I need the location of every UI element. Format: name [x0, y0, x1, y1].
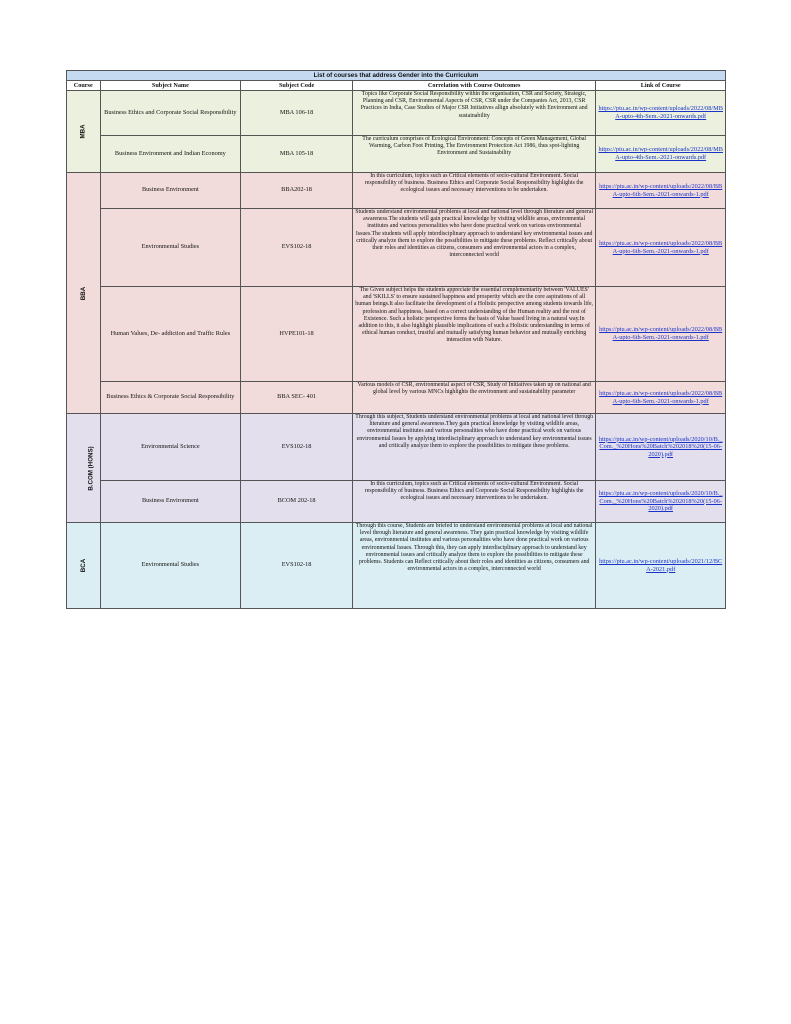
- subject-name-cell: Human Values, De- addiction and Traffic Rules: [100, 287, 241, 382]
- table-title: List of courses that address Gender into the Curriculum: [67, 71, 726, 81]
- table-row: [67, 523, 726, 609]
- correlation-cell: [352, 414, 595, 481]
- correlation-text: Through this course, Students are briefed to understand environmental problems at local and national level through literature and general awareness. They gain practical knowledge by visiting wildlife areas, environmental institutes and various personalities who have done practical work on various environmental Issues. Through this, they can apply interdisciplinary approach to understand key environmental issues and critically analyze them to explore the possibilities to mitigate these problems. Students can Reflect critically about their roles and identities as citizens, consumers and environmental actors in a complex, interconnected world: [355, 523, 593, 573]
- subject-code-cell: HVPE101-18: [241, 287, 353, 382]
- course-link[interactable]: https://ptu.ac.in/wp-content/uploads/2022/08/MBA-upto-4th-Sem.-2021-onwards.pdf: [598, 146, 723, 161]
- courses-table: [66, 70, 726, 609]
- course-link-cell: [596, 382, 726, 414]
- course-link[interactable]: https://ptu.ac.in/wp-content/uploads/2022/08/BBA-upto-6th-Sem.-2021-onwards-1.pdf: [599, 389, 723, 405]
- course-label: BCA: [79, 558, 87, 573]
- subject-name-cell: Environmental Studies: [100, 209, 241, 287]
- course-link[interactable]: https://ptu.ac.in/wp-content/uploads/2022/08/BBA-upto-6th-Sem.-2021-onwards-1.pdf: [599, 239, 723, 255]
- subject-code-cell: BBA202-18: [241, 173, 353, 209]
- course-link-cell: [596, 209, 726, 287]
- subject-name-cell: Business Environment: [100, 481, 241, 523]
- course-link-cell: [596, 91, 726, 136]
- table-row: [67, 481, 726, 523]
- subject-code-cell: MBA 105-18: [241, 136, 353, 173]
- table-row: [67, 136, 726, 173]
- correlation-cell: [352, 136, 595, 173]
- course-link[interactable]: https://ptu.ac.in/wp-content/uploads/2022/08/MBA-upto-4th-Sem.-2021-onwards.pdf: [598, 105, 723, 120]
- table-row: [67, 209, 726, 287]
- table-row: [67, 287, 726, 382]
- subject-name-cell: Business Environment: [100, 173, 241, 209]
- course-label: BBA: [79, 286, 87, 300]
- course-link-cell: [596, 173, 726, 209]
- subject-code-cell: BBA SEC- 401: [241, 382, 353, 414]
- header-row: [67, 81, 726, 91]
- subject-code-cell: EVS102-18: [241, 523, 353, 609]
- subject-code-cell: EVS102-18: [241, 209, 353, 287]
- correlation-text: The Given subject helps the students appreciate the essential complementarity between 'VALUES' and 'SKILLS' to ensure sustained happiness and prosperity which are the core aspirations of all human beings.It also facilitate the development of a Holistic perspective among students towards life, profession and happiness, based on a correct understanding of the Human reality and the rest of Existence. Such a holistic perspective forms the basis of Value based living in a natural way.In addition to this, it also highlight plausible implications of such a Holistic understanding in terms of ethical human conduct, trustful and mutually satisfying human behavior and mutually enriching interaction with Nature.: [355, 287, 594, 344]
- course-link[interactable]: https://ptu.ac.in/wp-content/uploads/2022/08/BBA-upto-6th-Sem.-2021-onwards-1.pdf: [599, 326, 723, 341]
- course-link-cell: [596, 414, 726, 481]
- correlation-cell: [352, 382, 595, 414]
- course-link-cell: [596, 287, 726, 382]
- header-link: Link of Course: [596, 81, 726, 91]
- subject-name-cell: Business Ethics and Corporate Social Responsibility: [100, 91, 241, 136]
- course-label: B.COM (HONS): [87, 445, 95, 491]
- subject-code-cell: MBA 106-18: [241, 91, 353, 136]
- header-subject-name: Subject Name: [100, 81, 241, 91]
- course-group-label: [67, 91, 101, 173]
- course-link[interactable]: https://ptu.ac.in/wp-content/uploads/2020/10/B._Com._%20Hons%20Batch%202018%20(15-06-2020).pdf: [598, 490, 723, 513]
- course-link-cell: [596, 523, 726, 609]
- course-group-label: [67, 173, 101, 414]
- subject-code-cell: BCOM 202-18: [241, 481, 353, 523]
- correlation-text: In this curriculum, topics such as Critical elements of socio-cultural Environment. Social responsibility of business. Business Ethics and Corporate Social Responsibility highlights the ecological issues and necessary interventions to be undertaken.: [364, 173, 584, 194]
- correlation-text: Students understand environmental problems at local and national level through literature and general awareness.The students will gain practical knowledge by visiting wildlife areas, environmental institutes and various personalities who have done practical work on various environmental Issues.The students will apply interdisciplinary approach to understand key environmental issues and critically analyze them to explore the possibilities to mitigate these problems. Reflect critically about their roles and identities as citizens, consumers and environmental actors in a complex, interconnected world: [355, 209, 594, 259]
- table-row: [67, 414, 726, 481]
- subject-name-cell: Environmental Studies: [100, 523, 241, 609]
- correlation-cell: [352, 173, 595, 209]
- correlation-cell: [352, 481, 595, 523]
- correlation-text: In this curriculum, topics such as Critical elements of socio-cultural Environment. Social responsibility of business. Business Ethics and Corporate Social Responsibility highlights the ecological issues and necessary interventions to be undertaken.: [364, 481, 584, 502]
- course-group-label: [67, 523, 101, 609]
- course-link[interactable]: https://ptu.ac.in/wp-content/uploads/2022/08/BBA-upto-6th-Sem.-2021-onwards-1.pdf: [599, 182, 723, 198]
- table-row: [67, 382, 726, 414]
- correlation-text: Through this subject, Students understand environmental problems at local and national level through literature and general awareness.They gain practical knowledge by visiting wildlife areas, environmental institutes and various personalities who have done practical work on various environmental Issues by applying interdisciplinary approach to understand key environmental issues and critically analyze them to explore the possibilities to mitigate these problems.: [355, 414, 594, 449]
- correlation-cell: [352, 523, 595, 609]
- correlation-cell: [352, 287, 595, 382]
- header-correlation: Correlation with Course Outcomes: [352, 81, 595, 91]
- course-link-cell: [596, 136, 726, 173]
- table-row: [67, 173, 726, 209]
- correlation-text: The curriculum comprises of Ecological Environment: Concepts of Green Management, Global Warming, Carbon Foot Printing, The Environment Protection Act 1986, thus spot-lighting Environment and Sustainability: [362, 136, 587, 157]
- course-link-cell: [596, 481, 726, 523]
- course-label: MBA: [79, 124, 87, 139]
- correlation-text: Topics like Corporate Social Responsibility within the organisation, CSR and Society, Strategic, Planning and CSR, Environmental Aspects of CSR, CSR under the Companies Act, 2013, CSR Practices in India, Case Studies of Major CSR Initiatives allign absolutely with Environment and sustainability: [360, 91, 588, 119]
- correlation-text: Various models of CSR, environmental aspect of CSR, Study of Initiatives taken up on national and global level by various MNCs highlights the environment and sustainability parameter: [357, 382, 591, 396]
- table-row: [67, 91, 726, 136]
- header-course: Course: [67, 81, 101, 91]
- correlation-cell: [352, 91, 595, 136]
- subject-code-cell: EVS102-18: [241, 414, 353, 481]
- subject-name-cell: Business Environment and Indian Economy: [100, 136, 241, 173]
- correlation-cell: [352, 209, 595, 287]
- course-link[interactable]: https://ptu.ac.in/wp-content/uploads/2021/12/BCA-2021.pdf: [599, 557, 723, 573]
- subject-name-cell: Environmental Science: [100, 414, 241, 481]
- course-group-label: [67, 414, 101, 523]
- subject-name-cell: Business Ethics & Corporate Social Responsibility: [100, 382, 241, 414]
- course-link[interactable]: https://ptu.ac.in/wp-content/uploads/2020/10/B._Com._%20Hons%20Batch%202018%20(15-06-2020).pdf: [598, 435, 723, 458]
- header-subject-code: Subject Code: [241, 81, 353, 91]
